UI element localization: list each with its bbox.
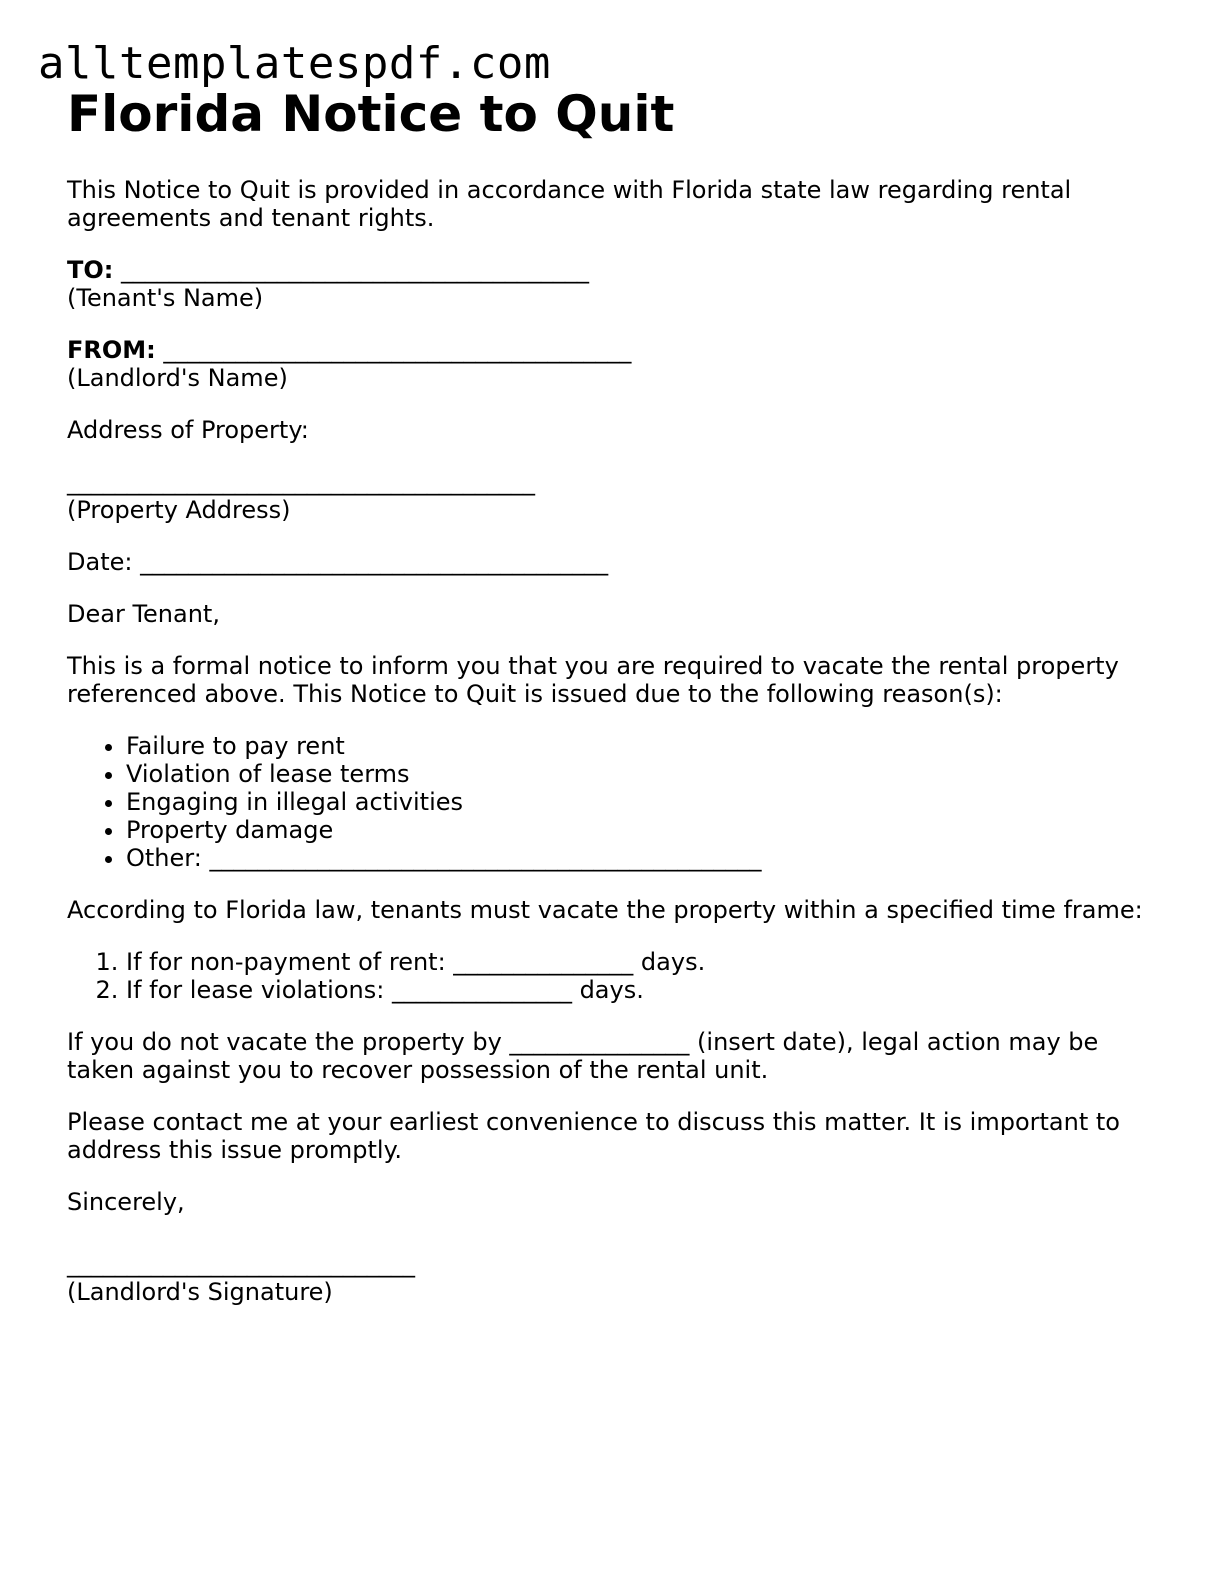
salutation: Dear Tenant,: [67, 600, 220, 628]
intro-paragraph: This Notice to Quit is provided in accordance with Florida state law regarding rental agreements and tenant rights.: [67, 176, 1072, 232]
property-address-caption: (Property Address): [67, 496, 291, 524]
address-label: Address of Property:: [67, 416, 309, 444]
date-field: [67, 548, 1167, 576]
signature-field: [67, 1250, 1167, 1306]
to-field: [67, 256, 1167, 312]
property-address-blank[interactable]: _______________________________________: [67, 468, 535, 496]
watermark-text: alltemplatespdf.com: [38, 38, 551, 89]
list-item[interactable]: • Other: ______________________________________________: [126, 844, 1167, 872]
vacate-paragraph: If you do not vacate the property by _______________ (insert date), legal action may be taken against you to recover possession of the rental unit.: [67, 1028, 1099, 1084]
list-item[interactable]: 1. If for non-payment of rent: _______________ days.: [126, 948, 1167, 976]
to-label: TO:: [67, 256, 114, 284]
list-item: • Violation of lease terms: [126, 760, 1167, 788]
document-body: [67, 84, 1167, 1306]
from-field: [67, 336, 1167, 392]
notice-paragraph: This is a formal notice to inform you that you are required to vacate the rental property referenced above. This Notice to Quit is issued due to the following reason(s):: [67, 652, 1119, 708]
tenant-name-caption: (Tenant's Name): [67, 284, 264, 312]
list-item: • Failure to pay rent: [126, 732, 1167, 760]
list-item: • Engaging in illegal activities: [126, 788, 1167, 816]
date-label: Date:: [67, 548, 133, 576]
tenant-name-blank[interactable]: _______________________________________: [121, 256, 590, 284]
contact-paragraph: Please contact me at your earliest convenience to discuss this matter. It is important to address this issue promptly.: [67, 1108, 1120, 1164]
document-title: Florida Notice to Quit: [67, 85, 675, 143]
closing-text: Sincerely,: [67, 1188, 185, 1216]
address-field: [67, 416, 1167, 524]
landlord-name-caption: (Landlord's Name): [67, 364, 288, 392]
date-blank[interactable]: _______________________________________: [140, 548, 609, 576]
from-label: FROM:: [67, 336, 156, 364]
reasons-list: [67, 732, 1167, 872]
signature-caption: (Landlord's Signature): [67, 1278, 333, 1306]
timeframes-list: [67, 948, 1167, 1004]
list-item[interactable]: 2. If for lease violations: _______________ days.: [126, 976, 1167, 1004]
list-item: • Property damage: [126, 816, 1167, 844]
law-paragraph: According to Florida law, tenants must vacate the property within a specified time frame:: [67, 896, 1143, 924]
signature-blank[interactable]: _____________________________: [67, 1250, 415, 1278]
landlord-name-blank[interactable]: _______________________________________: [163, 336, 632, 364]
